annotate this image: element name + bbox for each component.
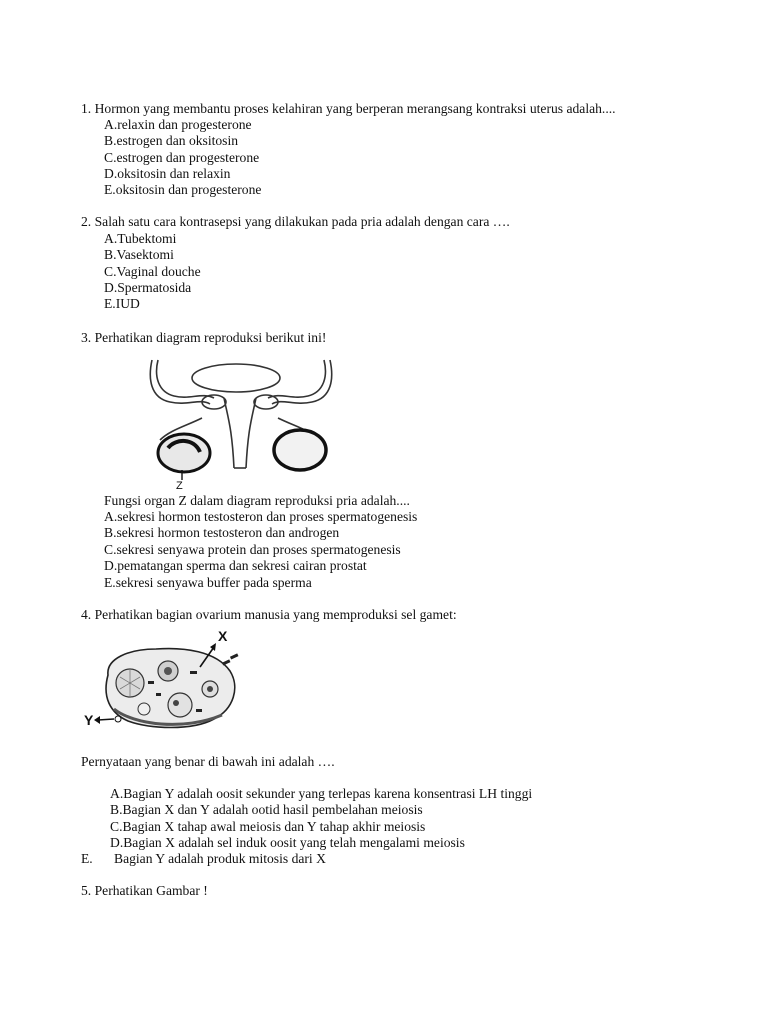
q3-option-c: C.sekresi senyawa protein dan proses spermatogenesis (104, 542, 401, 557)
q4-option-c: C.Bagian X tahap awal meiosis dan Y tahap akhir meiosis (110, 819, 426, 834)
q2-option-a: A.Tubektomi (104, 231, 177, 246)
q3-option-e: E.sekresi senyawa buffer pada sperma (104, 575, 312, 590)
q1-option-a: A.relaxin dan progesterone (104, 117, 252, 132)
ovary-diagram (84, 627, 254, 735)
q4-option-a: A.Bagian Y adalah oosit sekunder yang terlepas karena konsentrasi LH tinggi (110, 786, 533, 801)
q2-option-b: B.Vasektomi (104, 247, 174, 262)
q4-option-b: B.Bagian X dan Y adalah ootid hasil pembelahan meiosis (110, 802, 423, 817)
q1-option-c: C.estrogen dan progesterone (104, 150, 260, 165)
q3-option-a: A.sekresi hormon testosteron dan proses spermatogenesis (104, 509, 418, 524)
q4-prompt: Pernyataan yang benar di bawah ini adalah …. (81, 754, 335, 769)
q2-option-c: C.Vaginal douche (104, 264, 201, 279)
q3-option-b: B.sekresi hormon testosteron dan androgen (104, 525, 340, 540)
question-3-text: 3. Perhatikan diagram reproduksi berikut ini! (81, 330, 327, 345)
question-1-text: 1. Hormon yang membantu proses kelahiran yang berperan merangsang kontraksi uterus adalah.... (81, 101, 616, 116)
question-2-text: 2. Salah satu cara kontrasepsi yang dilakukan pada pria adalah dengan cara …. (81, 214, 510, 229)
male-reproductive-diagram (140, 358, 345, 490)
q3-prompt: Fungsi organ Z dalam diagram reproduksi pria adalah.... (104, 493, 410, 508)
question-5-text: 5. Perhatikan Gambar ! (81, 883, 208, 898)
figure-label-y: Y (84, 712, 94, 728)
q3-option-d: D.pematangan sperma dan sekresi cairan prostat (104, 558, 367, 573)
q4-option-e-letter: E. (81, 851, 93, 866)
q1-option-e: E.oksitosin dan progesterone (104, 182, 262, 197)
question-4-text: 4. Perhatikan bagian ovarium manusia yang memproduksi sel gamet: (81, 607, 457, 622)
figure-label-z: Z (176, 480, 183, 490)
q4-option-d: D.Bagian X adalah sel induk oosit yang telah mengalami meiosis (110, 835, 465, 850)
q4-option-e: Bagian Y adalah produk mitosis dari X (114, 851, 326, 866)
q1-option-d: D.oksitosin dan relaxin (104, 166, 231, 181)
figure-label-x: X (218, 628, 228, 644)
q2-option-d: D.Spermatosida (104, 280, 192, 295)
q1-option-b: B.estrogen dan oksitosin (104, 133, 239, 148)
q2-option-e: E.IUD (104, 296, 140, 311)
